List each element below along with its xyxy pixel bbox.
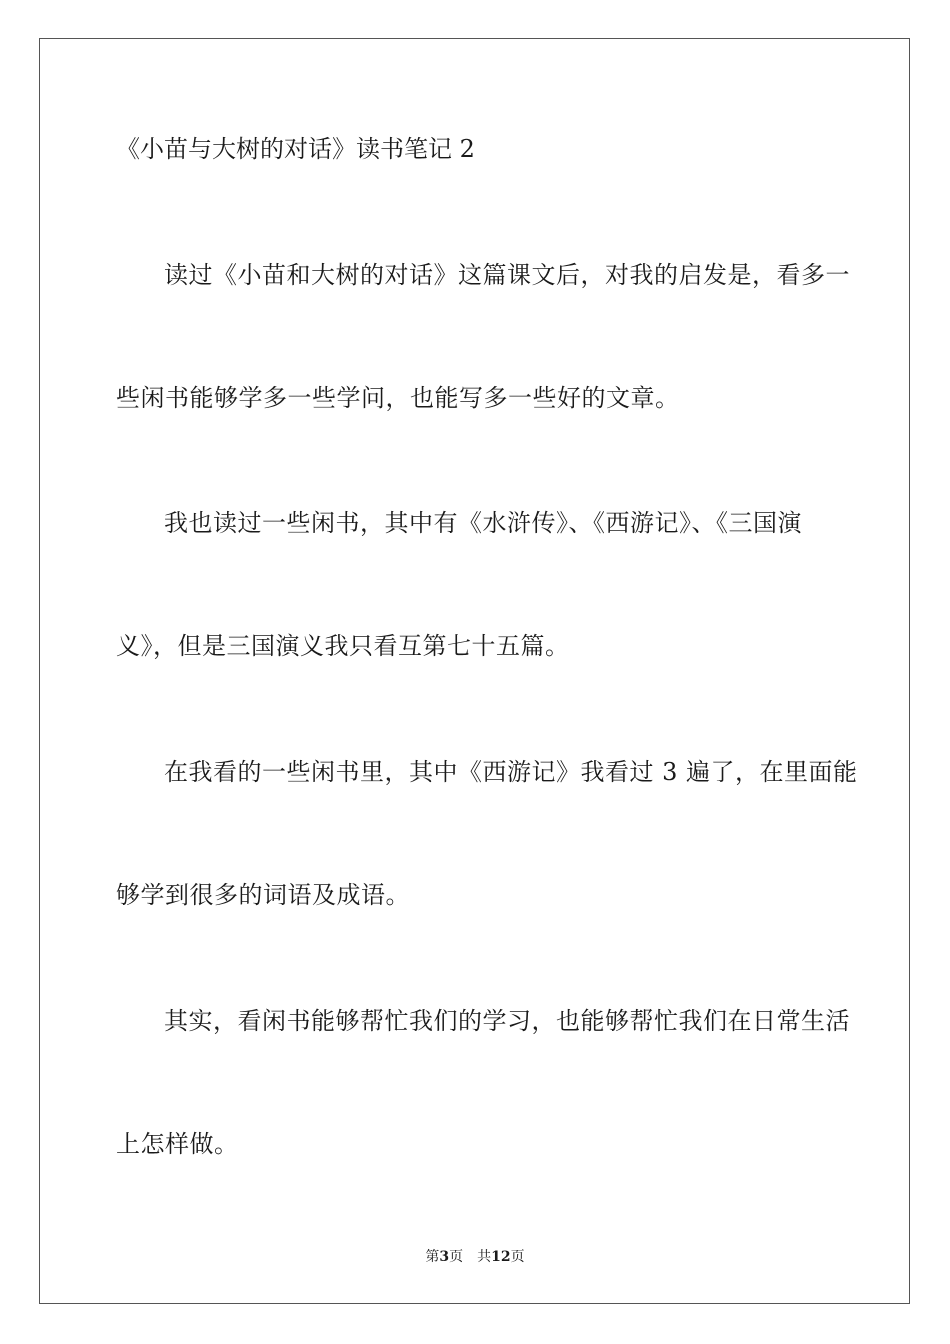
paragraph-3-line-1: 在我看的一些闲书里，其中《西游记》我看过 3 遍了，在里面能 <box>164 758 858 786</box>
page-current: 3 <box>439 1249 450 1265</box>
total-suffix: 页 <box>510 1249 525 1265</box>
page-prefix: 第 <box>425 1249 440 1265</box>
paragraph-4-line-1: 其实，看闲书能够帮忙我们的学习，也能够帮忙我们在日常生活 <box>164 1007 850 1035</box>
paragraph-3-line-2: 够学到很多的词语及成语。 <box>116 881 410 909</box>
paragraph-4-line-2: 上怎样做。 <box>116 1130 239 1158</box>
paragraph-1-line-1: 读过《小苗和大树的对话》这篇课文后，对我的启发是，看多一 <box>164 261 850 289</box>
page-total: 12 <box>491 1249 511 1265</box>
total-prefix: 共 <box>477 1249 492 1265</box>
paragraph-1-line-2: 些闲书能够学多一些学问，也能写多一些好的文章。 <box>116 384 680 412</box>
page-footer <box>0 1247 950 1267</box>
document-title: 《小苗与大树的对话》读书笔记 2 <box>116 135 475 163</box>
paragraph-2-line-1: 我也读过一些闲书，其中有《水浒传》、《西游记》、《三国演 <box>164 509 802 537</box>
paragraph-2-line-2: 义》，但是三国演义我只看互第七十五篇。 <box>116 632 570 660</box>
page-frame <box>39 38 910 1304</box>
page-suffix: 页 <box>449 1249 464 1265</box>
